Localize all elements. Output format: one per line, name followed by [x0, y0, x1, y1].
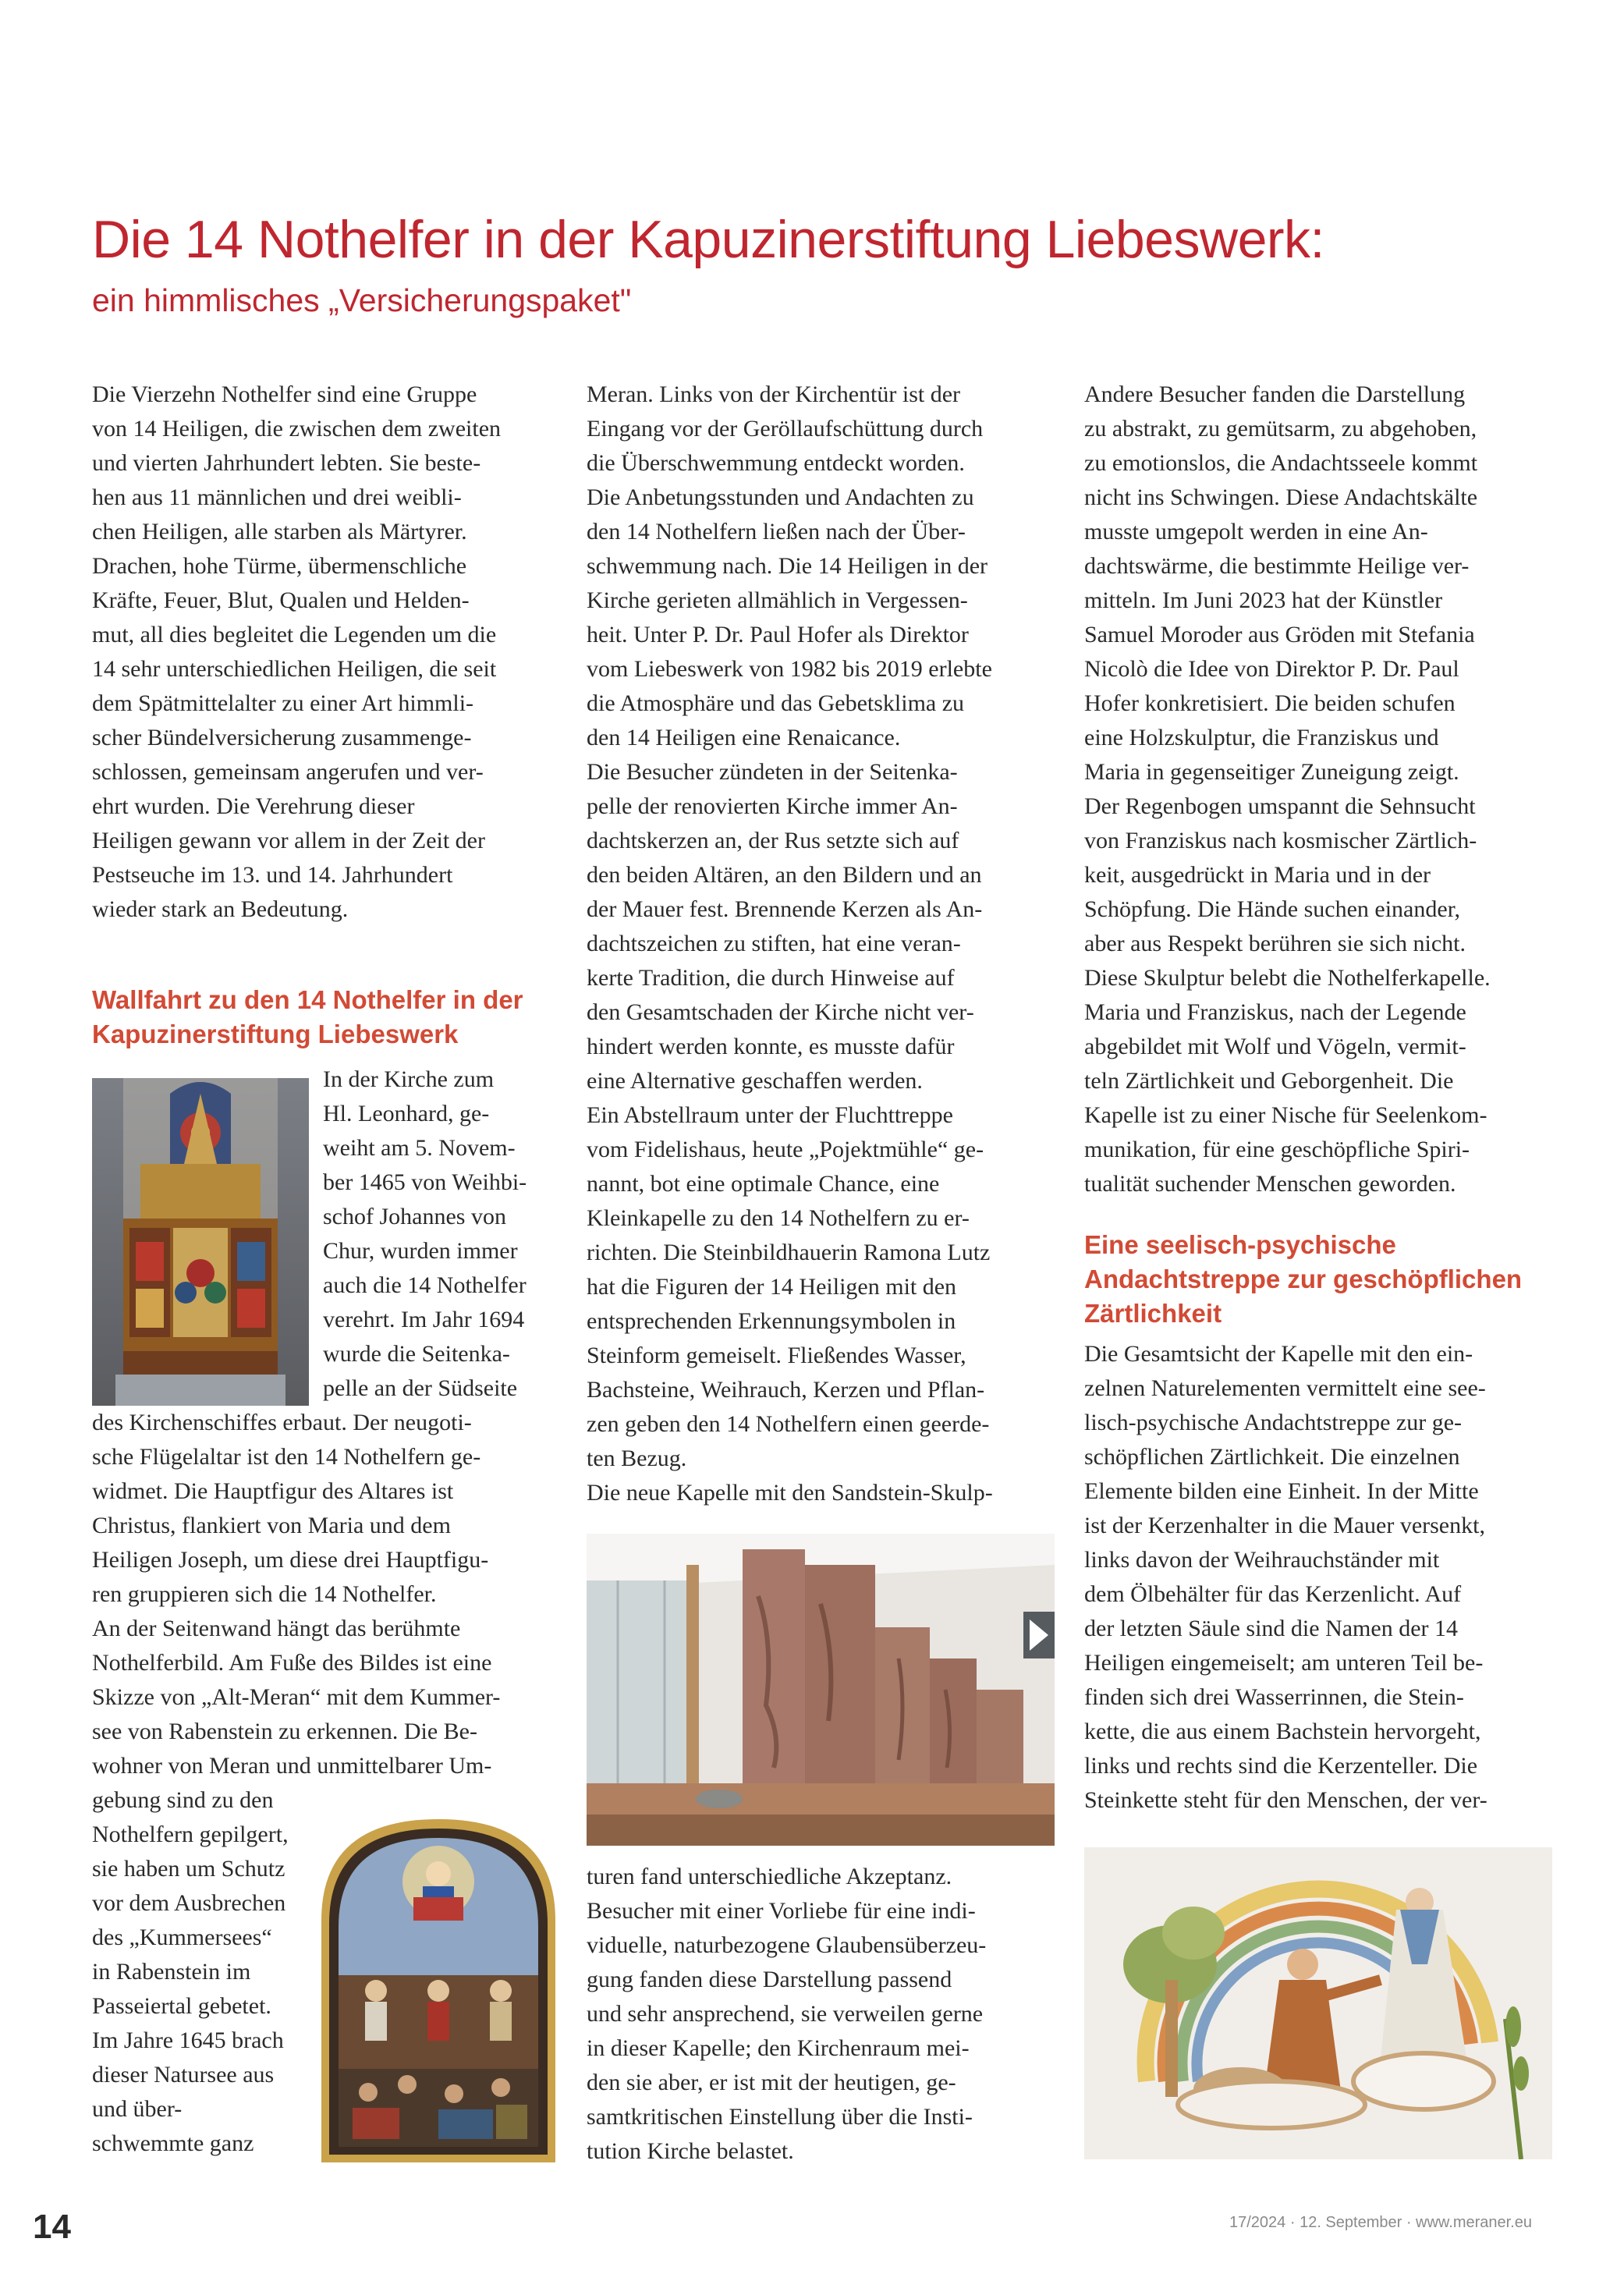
text-line: dachtszeichen zu stiften, hat eine veran- — [587, 931, 961, 956]
col1-intro-paragraph — [92, 378, 501, 927]
text-line: finden sich drei Wasserrinnen, die Stein- — [1084, 1684, 1464, 1710]
text-line: weiht am 5. Novem- — [323, 1135, 516, 1161]
text-line: und vierten Jahrhundert lebten. Sie beste- — [92, 450, 481, 476]
text-line: Die Anbetungsstunden und Andachten zu — [587, 484, 974, 510]
text-line: hindert werden konnte, es musste dafür — [587, 1034, 955, 1059]
altar-photo — [92, 1078, 309, 1406]
text-line: Im Jahre 1645 brach — [92, 2027, 284, 2053]
text-line: zelnen Naturelementen vermittelt eine see- — [1084, 1375, 1486, 1401]
heading-line: Andachtstreppe zur geschöpflichen — [1084, 1265, 1523, 1293]
text-line: die Überschwemmung entdeckt worden. — [587, 450, 965, 476]
text-line: abgebildet mit Wolf und Vögeln, vermit- — [1084, 1034, 1466, 1059]
text-line: zu abstrakt, zu gemütsarm, zu abgehoben, — [1084, 416, 1477, 442]
text-line: Meran. Links von der Kirchentür ist der — [587, 381, 961, 407]
text-line: Diese Skulptur belebt die Nothelferkapelle. — [1084, 965, 1491, 991]
text-line: entsprechenden Erkennungsymbolen in — [587, 1308, 956, 1334]
text-line: tualität suchender Menschen geworden. — [1084, 1171, 1456, 1197]
text-line: wieder stark an Bedeutung. — [92, 896, 349, 922]
text-line: zen geben den 14 Nothelfern einen geerde- — [587, 1411, 990, 1437]
text-line: schöpflichen Zärtlichkeit. Die einzelnen — [1084, 1444, 1460, 1470]
text-line: die Atmosphäre und das Gebetsklima zu — [587, 690, 965, 716]
heading-line: Zärtlichkeit — [1084, 1299, 1222, 1328]
text-line: vom Liebeswerk von 1982 bis 2019 erlebte — [587, 656, 992, 682]
text-line: Nicolò die Idee von Direktor P. Dr. Paul — [1084, 656, 1459, 682]
text-line: Steinkette steht für den Menschen, der ver- — [1084, 1787, 1487, 1813]
text-line: Chur, wurden immer — [323, 1238, 518, 1264]
article-title: Die 14 Nothelfer in der Kapuzinerstiftung Liebeswerk: — [92, 210, 1324, 269]
text-line: Nothelfern gepilgert, — [92, 1822, 289, 1847]
text-line: und sehr ansprechend, sie verweilen gerne — [587, 2001, 984, 2027]
text-line: wurde die Seitenka- — [323, 1341, 510, 1367]
text-line: musste umgepolt werden in eine An- — [1084, 519, 1428, 545]
text-line: den 14 Heiligen eine Renaicance. — [587, 725, 901, 750]
text-line: aber aus Respekt berühren sie sich nicht. — [1084, 931, 1466, 956]
text-line: links davon der Weihrauchständer mit — [1084, 1547, 1440, 1573]
text-line: gebung sind zu den — [92, 1787, 274, 1813]
text-line: samtkritischen Einstellung über die Insti- — [587, 2104, 973, 2130]
text-line: chen Heiligen, alle starben als Märtyrer. — [92, 519, 467, 545]
text-line: Bachsteine, Weihrauch, Kerzen und Pflan- — [587, 1377, 985, 1403]
heading-line: Kapuzinerstiftung Liebeswerk — [92, 1020, 459, 1048]
text-line: vor dem Ausbrechen — [92, 1890, 286, 1916]
text-line: Samuel Moroder aus Gröden mit Stefania — [1084, 622, 1475, 647]
text-line: in Rabenstein im — [92, 1959, 251, 1985]
text-line: Nothelferbild. Am Fuße des Bildes ist eine — [92, 1650, 492, 1676]
section-heading-andachtstreppe — [1084, 1228, 1522, 1331]
text-line: Kleinkapelle zu den 14 Nothelfern zu er- — [587, 1205, 970, 1231]
issue-info: 17/2024 · 12. September · www.meraner.eu — [1229, 2214, 1532, 2231]
col2-top-paragraph — [587, 378, 993, 1510]
text-line: Maria in gegenseitiger Zuneigung zeigt. — [1084, 759, 1459, 785]
text-line: den sie aber, er ist mit der heutigen, ge- — [587, 2070, 956, 2095]
text-line: auch die 14 Nothelfer — [323, 1272, 527, 1298]
chapel-photo — [587, 1534, 1055, 1846]
text-line: eine Alternative geschaffen werden. — [587, 1068, 923, 1094]
text-line: sche Flügelaltar ist den 14 Nothelfern ge- — [92, 1444, 481, 1470]
heading-line: Wallfahrt zu den 14 Nothelfer in der — [92, 985, 523, 1014]
text-line: Hl. Leonhard, ge- — [323, 1101, 490, 1126]
text-line: schwemmung nach. Die 14 Heiligen in der — [587, 553, 988, 579]
text-line: Kräfte, Feuer, Blut, Qualen und Helden- — [92, 587, 470, 613]
text-line: den beiden Altären, an den Bildern und an — [587, 862, 982, 888]
text-line: dieser Natursee aus — [92, 2062, 275, 2088]
text-line: In der Kirche zum — [323, 1066, 495, 1092]
text-line: hat die Figuren der 14 Heiligen mit den — [587, 1274, 957, 1300]
text-line: von 14 Heiligen, die zwischen dem zweiten — [92, 416, 502, 442]
text-line: schwemmte ganz — [92, 2130, 254, 2156]
text-line: dachtskerzen an, der Rus setzte sich auf — [587, 828, 959, 853]
text-line: Elemente bilden eine Einheit. In der Mitte — [1084, 1478, 1479, 1504]
text-line: An der Seitenwand hängt das berühmte — [92, 1616, 461, 1641]
text-line: Maria und Franziskus, nach der Legende — [1084, 999, 1466, 1025]
heading-line: Eine seelisch-psychische — [1084, 1230, 1396, 1259]
text-line: see von Rabenstein zu erkennen. Die Be- — [92, 1719, 477, 1744]
section-heading-wallfahrt — [92, 983, 523, 1052]
text-line: Passeiertal gebetet. — [92, 1993, 271, 2019]
article-subtitle: ein himmlisches „Versicherungspaket" — [92, 282, 632, 318]
text-line: Skizze von „Alt-Meran“ mit dem Kummer- — [92, 1684, 501, 1710]
text-line: gung fanden diese Darstellung passend — [587, 1967, 952, 1992]
text-line: turen fand unterschiedliche Akzeptanz. — [587, 1864, 952, 1889]
text-line: heit. Unter P. Dr. Paul Hofer als Direktor — [587, 622, 969, 647]
page-number: 14 — [33, 2208, 71, 2246]
col1-painting-wrap-text — [92, 1818, 289, 2161]
text-line: Kapelle ist zu einer Nische für Seelenkom- — [1084, 1102, 1487, 1128]
text-line: pelle der renovierten Kirche immer An- — [587, 793, 958, 819]
nothelfer-painting — [321, 1819, 555, 2162]
text-line: des „Kummersees“ — [92, 1924, 272, 1950]
text-line: keit, ausgedrückt in Maria und in der — [1084, 862, 1431, 888]
text-line: Die neue Kapelle mit den Sandstein-Skulp- — [587, 1480, 993, 1506]
text-line: des Kirchenschiffes erbaut. Der neugoti- — [92, 1410, 472, 1435]
text-line: tution Kirche belastet. — [587, 2138, 794, 2164]
text-line: schof Johannes von — [323, 1204, 506, 1229]
text-line: schlossen, gemeinsam angerufen und ver- — [92, 759, 484, 785]
text-line: ist der Kerzenhalter in die Mauer versenkt, — [1084, 1513, 1485, 1538]
text-line: widmet. Die Hauptfigur des Altares ist — [92, 1478, 454, 1504]
text-line: links und rechts sind die Kerzenteller. Die — [1084, 1753, 1478, 1779]
text-line: Heiligen Joseph, um diese drei Hauptfigu- — [92, 1547, 489, 1573]
text-line: dem Spätmittelalter zu einer Art himmli- — [92, 690, 474, 716]
text-line: munikation, für eine geschöpfliche Spiri- — [1084, 1137, 1470, 1162]
text-line: und über- — [92, 2096, 183, 2122]
col2-bottom-paragraph — [587, 1860, 986, 2169]
text-line: Die Gesamtsicht der Kapelle mit den ein- — [1084, 1341, 1473, 1367]
text-line: richten. Die Steinbildhauerin Ramona Lutz — [587, 1240, 991, 1265]
text-line: ber 1465 von Weihbi- — [323, 1169, 527, 1195]
text-line: kette, die aus einem Bachstein hervorgeht, — [1084, 1719, 1481, 1744]
text-line: lisch-psychische Andachtstreppe zur ge- — [1084, 1410, 1462, 1435]
text-line: teln Zärtlichkeit und Geborgenheit. Die — [1084, 1068, 1454, 1094]
col1-altar-wrap-text — [323, 1062, 527, 1406]
text-line: Eingang vor der Geröllaufschüttung durch — [587, 416, 984, 442]
text-line: ren gruppieren sich die 14 Nothelfer. — [92, 1581, 437, 1607]
text-line: ten Bezug. — [587, 1446, 687, 1471]
text-line: Andere Besucher fanden die Darstellung — [1084, 381, 1466, 407]
text-line: Kirche gerieten allmählich in Vergessen- — [587, 587, 968, 613]
text-line: 14 sehr unterschiedlichen Heiligen, die seit — [92, 656, 497, 682]
text-line: der letzten Säule sind die Namen der 14 — [1084, 1616, 1459, 1641]
text-line: sie haben um Schutz — [92, 1856, 285, 1882]
text-line: Heiligen gewann vor allem in der Zeit der — [92, 828, 485, 853]
col3-bottom-paragraph — [1084, 1337, 1487, 1818]
text-line: Schöpfung. Die Hände suchen einander, — [1084, 896, 1460, 922]
text-line: zu emotionslos, die Andachtsseele kommt — [1084, 450, 1478, 476]
text-line: Heiligen eingemeiselt; am unteren Teil be- — [1084, 1650, 1484, 1676]
text-line: Die Besucher zündeten in der Seitenka- — [587, 759, 958, 785]
text-line: dem Ölbehälter für das Kerzenlicht. Auf — [1084, 1581, 1462, 1607]
text-line: den Gesamtschaden der Kirche nicht ver- — [587, 999, 974, 1025]
text-line: Drachen, hohe Türme, übermenschliche — [92, 553, 467, 579]
col3-top-paragraph — [1084, 378, 1491, 1201]
text-line: kerte Tradition, die durch Hinweise auf — [587, 965, 955, 991]
col1-main-paragraph — [92, 1406, 500, 1818]
text-line: mitteln. Im Juni 2023 hat der Künstler — [1084, 587, 1443, 613]
text-line: mut, all dies begleitet die Legenden um die — [92, 622, 497, 647]
text-line: Christus, flankiert von Maria und dem — [92, 1513, 451, 1538]
text-line: hen aus 11 männlichen und drei weibli- — [92, 484, 462, 510]
text-line: verehrt. Im Jahr 1694 — [323, 1307, 525, 1332]
text-line: pelle an der Südseite — [323, 1375, 518, 1401]
text-line: in dieser Kapelle; den Kirchenraum mei- — [587, 2035, 970, 2061]
text-line: nicht ins Schwingen. Diese Andachtskälte — [1084, 484, 1478, 510]
text-line: von Franziskus nach kosmischer Zärtlich- — [1084, 828, 1477, 853]
text-line: Steinform gemeiselt. Fließendes Wasser, — [587, 1343, 966, 1368]
text-line: Ein Abstellraum unter der Fluchttreppe — [587, 1102, 953, 1128]
text-line: viduelle, naturbezogene Glaubensüberzeu- — [587, 1932, 987, 1958]
text-line: nannt, bot eine optimale Chance, eine — [587, 1171, 940, 1197]
text-line: Der Regenbogen umspannt die Sehnsucht — [1084, 793, 1476, 819]
wood-sculpture-photo — [1084, 1847, 1552, 2159]
text-line: den 14 Nothelfern ließen nach der Über- — [587, 519, 966, 545]
text-line: dachtswärme, die bestimmte Heilige ver- — [1084, 553, 1470, 579]
text-line: Pestseuche im 13. und 14. Jahrhundert — [92, 862, 453, 888]
text-line: vom Fidelishaus, heute „Pojektmühle“ ge- — [587, 1137, 984, 1162]
text-line: Die Vierzehn Nothelfer sind eine Gruppe — [92, 381, 477, 407]
text-line: scher Bündelversicherung zusammenge- — [92, 725, 472, 750]
text-line: Besucher mit einer Vorliebe für eine indi- — [587, 1898, 976, 1924]
text-line: eine Holzskulptur, die Franziskus und — [1084, 725, 1439, 750]
text-line: ehrt wurden. Die Verehrung dieser — [92, 793, 415, 819]
text-line: wohner von Meran und unmittelbarer Um- — [92, 1753, 492, 1779]
text-line: der Mauer fest. Brennende Kerzen als An- — [587, 896, 983, 922]
text-line: Hofer konkretisiert. Die beiden schufen — [1084, 690, 1456, 716]
